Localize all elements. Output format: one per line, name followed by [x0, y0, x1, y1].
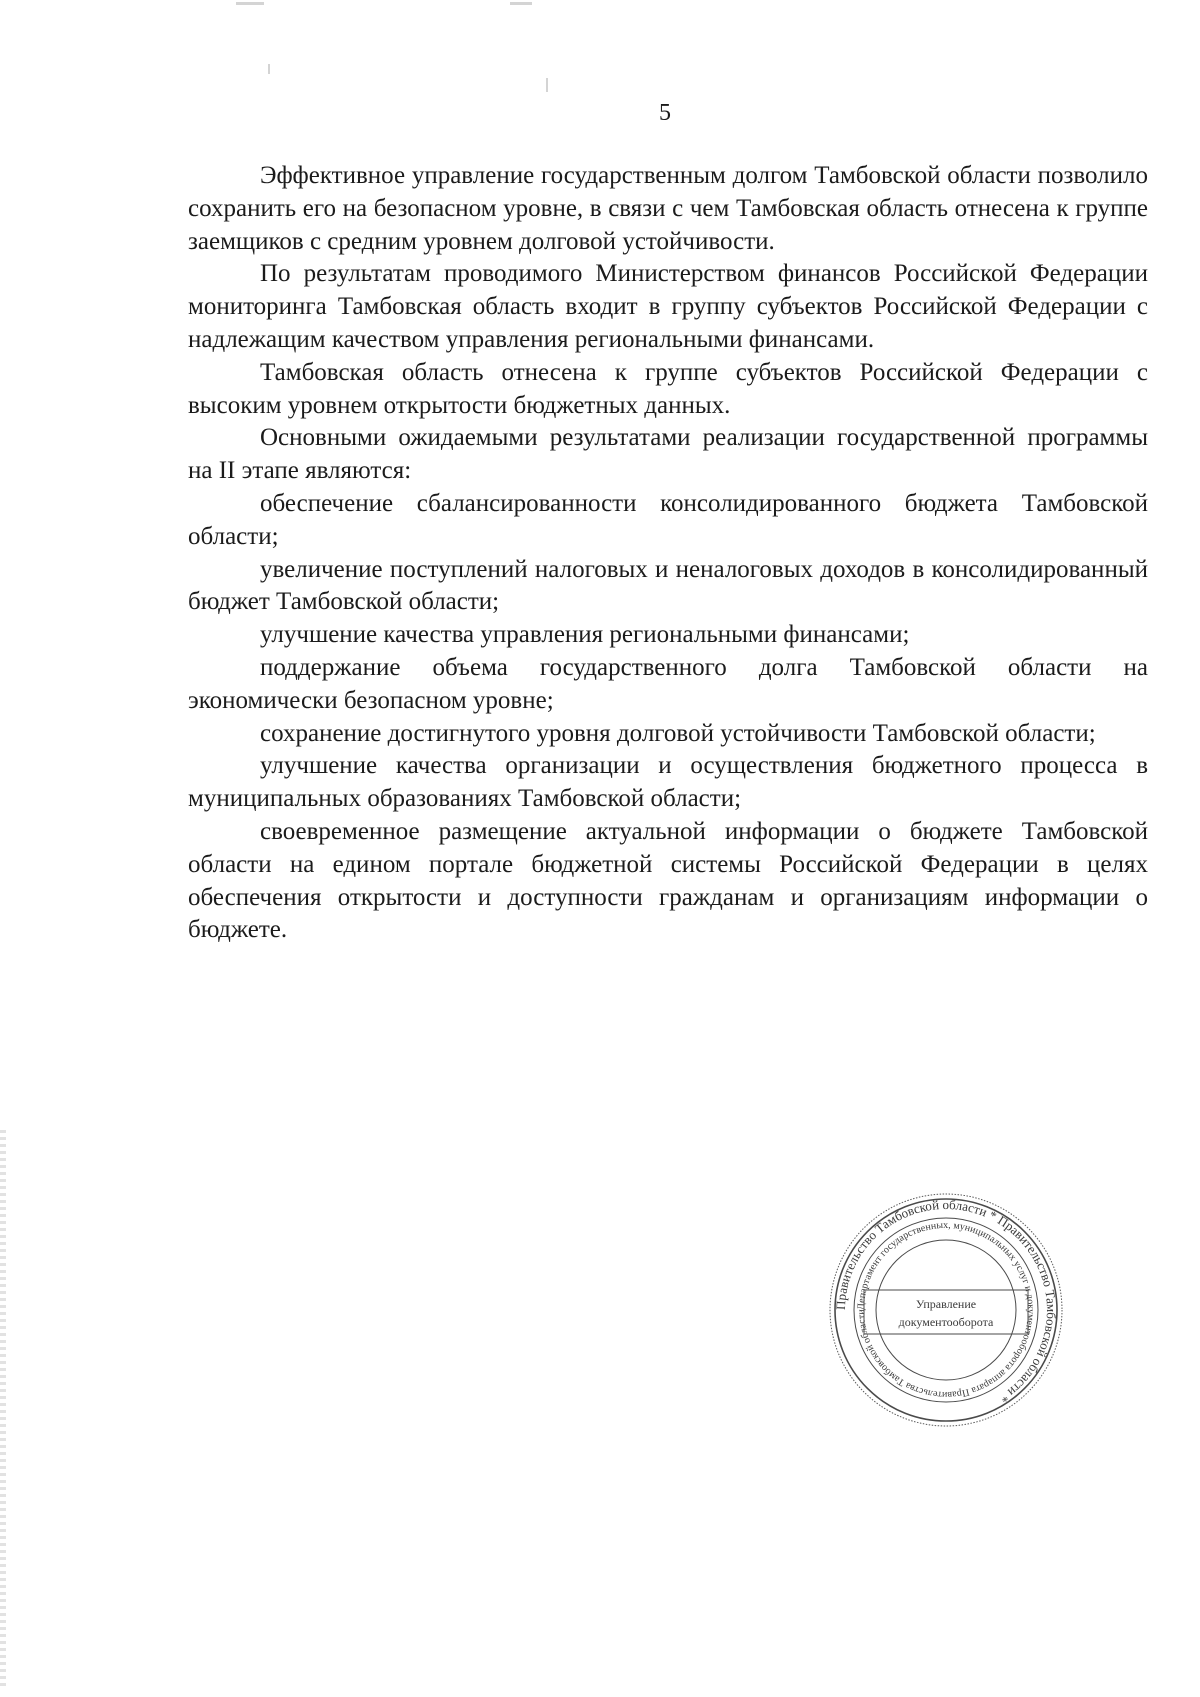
page-number: 5 [659, 100, 671, 126]
scan-speck [236, 2, 264, 5]
paragraph: Тамбовская область отнесена к группе субъектов Российской Федерации с высоким уровнем открытости бюджетных данных. [188, 358, 1148, 419]
list-item: улучшение качества организации и осуществления бюджетного процесса в муниципальных образованиях Тамбовской области; [188, 752, 1148, 813]
body-text [188, 160, 1148, 947]
list-item: сохранение достигнутого уровня долговой устойчивости Тамбовской области; [260, 719, 1096, 747]
list-item: увеличение поступлений налоговых и неналоговых доходов в консолидированный бюджет Тамбовской области; [188, 555, 1148, 616]
list-item: обеспечение сбалансированности консолидированного бюджета Тамбовской области; [188, 489, 1148, 550]
seal-center-line-2: документооборота [898, 1315, 994, 1329]
paragraph: Эффективное управление государственным долгом Тамбовской области позволило сохранить его на безопасном уровне, в связи с чем Тамбовская область отнесена к группе заемщиков с средним уровнем долговой устойчивости. [188, 162, 1148, 255]
scan-speck [268, 64, 270, 74]
scan-speck [510, 2, 532, 5]
seal-outer-text-path: Правительство Тамбовской области * Правительство Тамбовской области * [832, 1196, 1060, 1407]
paragraph: По результатам проводимого Министерством финансов Российской Федерации мониторинга Тамбовская область входит в группу субъектов Российской Федерации с надлежащим качеством управления региональными финансами. [188, 260, 1148, 353]
list-item: поддержание объема государственного долга Тамбовской области на экономически безопасном уровне; [188, 653, 1148, 714]
list-item: своевременное размещение актуальной информации о бюджете Тамбовской области на едином портале бюджетной системы Российской Федерации в целях обеспечения открытости и доступности гражданам и организациям информации о бюджете. [188, 817, 1148, 944]
official-seal [826, 1192, 1066, 1428]
seal-center-line-1: Управление [915, 1297, 977, 1311]
seal-inner-text-path: Департамент государственных, муниципальных услуг и документооборота аппарата Правительства Тамбовской области [855, 1219, 1037, 1401]
scan-edge-artifact [0, 1130, 6, 1690]
list-item: улучшение качества управления региональными финансами; [260, 621, 910, 649]
paragraph: Основными ожидаемыми результатами реализации государственной программы на II этапе являются: [188, 424, 1148, 485]
scan-speck [546, 78, 548, 92]
